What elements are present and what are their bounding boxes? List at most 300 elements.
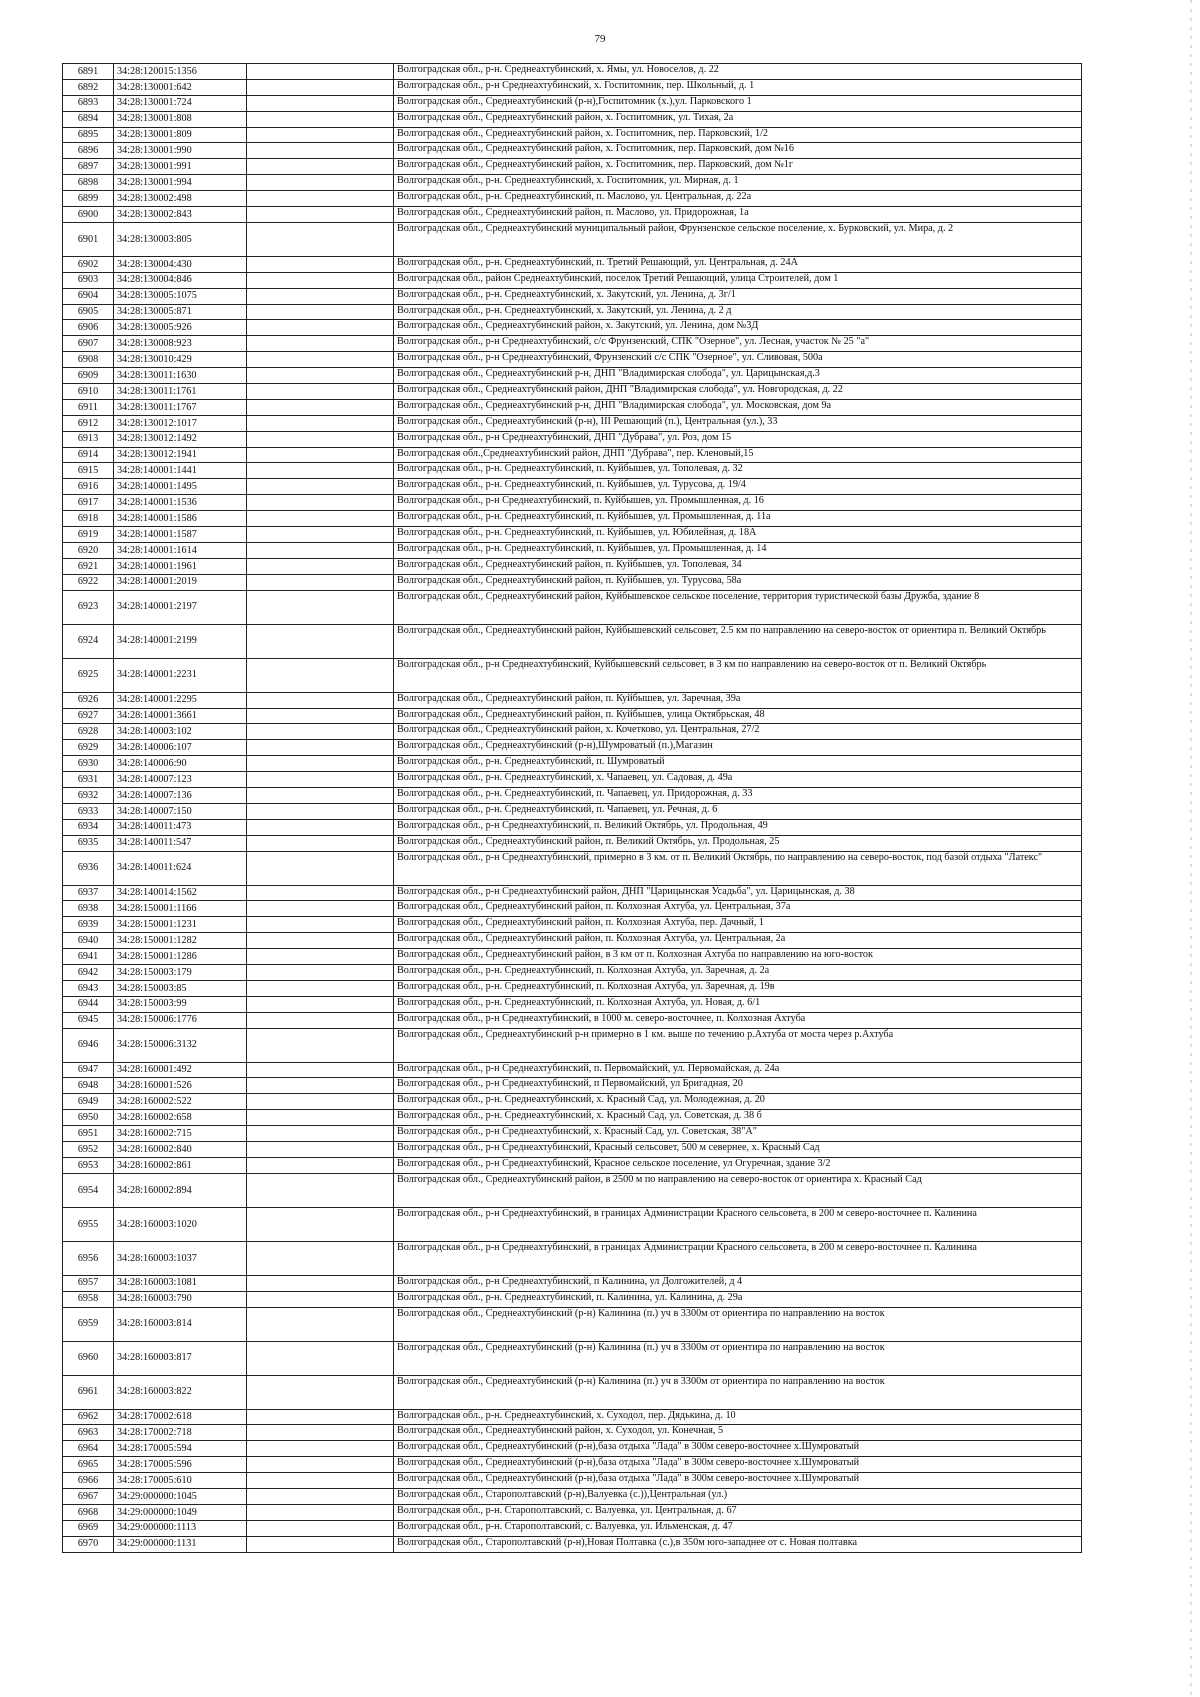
cadastral-number-cell: 34:28:140001:2019 [114, 574, 247, 590]
cadastral-number-cell: 34:28:160002:522 [114, 1094, 247, 1110]
table-row [63, 1012, 1082, 1028]
cadastral-number-cell: 34:28:160003:1081 [114, 1275, 247, 1291]
table-row [63, 590, 1082, 624]
table-row [63, 1173, 1082, 1207]
address-cell: Волгоградская обл., р-н Среднеахтубинский, Красный сельсовет, 500 м севернее, х. Красный Сад [394, 1141, 1082, 1157]
row-number-cell: 6920 [63, 542, 114, 558]
row-number-cell: 6959 [63, 1307, 114, 1341]
row-number-cell: 6915 [63, 463, 114, 479]
empty-cell [247, 590, 394, 624]
row-number-cell: 6921 [63, 558, 114, 574]
cadastral-number-cell: 34:28:130005:871 [114, 304, 247, 320]
row-number-cell: 6904 [63, 288, 114, 304]
empty-cell [247, 658, 394, 692]
cadastral-number-cell: 34:28:170005:596 [114, 1457, 247, 1473]
row-number-cell: 6956 [63, 1241, 114, 1275]
address-cell: Волгоградская обл., р-н. Среднеахтубинский, п. Колхозная Ахтуба, ул. Заречная, д. 19в [394, 980, 1082, 996]
empty-cell [247, 542, 394, 558]
address-cell: Волгоградская обл., р-н. Среднеахтубинский, п. Шумроватый [394, 756, 1082, 772]
cadastral-number-cell: 34:28:130012:1017 [114, 415, 247, 431]
empty-cell [247, 64, 394, 80]
cadastral-number-cell: 34:28:160003:817 [114, 1341, 247, 1375]
cadastral-number-cell: 34:28:130001:724 [114, 95, 247, 111]
row-number-cell: 6932 [63, 787, 114, 803]
table-row [63, 885, 1082, 901]
table-row [63, 127, 1082, 143]
row-number-cell: 6953 [63, 1157, 114, 1173]
table-row [63, 724, 1082, 740]
empty-cell [247, 1341, 394, 1375]
row-number-cell: 6914 [63, 447, 114, 463]
address-cell: Волгоградская обл., Среднеахтубинский район, х. Госпитомник, пер. Парковский, 1/2 [394, 127, 1082, 143]
empty-cell [247, 1062, 394, 1078]
row-number-cell: 6957 [63, 1275, 114, 1291]
address-cell: Волгоградская обл., Среднеахтубинский муниципальный район, Фрунзенское сельское поселение, х. Бурковский, ул. Мира, д. 2 [394, 222, 1082, 256]
cadastral-number-cell: 34:28:140007:136 [114, 787, 247, 803]
row-number-cell: 6960 [63, 1341, 114, 1375]
cadastral-number-cell: 34:28:160003:814 [114, 1307, 247, 1341]
address-cell: Волгоградская обл., р-н. Среднеахтубинский, х. Закутский, ул. Ленина, д. 2 д [394, 304, 1082, 320]
table-row [63, 463, 1082, 479]
row-number-cell: 6938 [63, 901, 114, 917]
row-number-cell: 6927 [63, 708, 114, 724]
table-row [63, 222, 1082, 256]
empty-cell [247, 708, 394, 724]
address-cell: Волгоградская обл., р-н Среднеахтубинский, ДНП "Дубрава", ул. Роз, дом 15 [394, 431, 1082, 447]
cadastral-number-cell: 34:28:170002:718 [114, 1425, 247, 1441]
cadastral-number-cell: 34:28:160002:658 [114, 1110, 247, 1126]
table-row [63, 1241, 1082, 1275]
table-row [63, 352, 1082, 368]
address-cell: Волгоградская обл., р-н. Среднеахтубинский, п. Колхозная Ахтуба, ул. Заречная, д. 2а [394, 964, 1082, 980]
empty-cell [247, 336, 394, 352]
table-row [63, 819, 1082, 835]
address-cell: Волгоградская обл., Среднеахтубинский район, х. Суходол, ул. Конечная, 5 [394, 1425, 1082, 1441]
cadastral-number-cell: 34:28:150003:85 [114, 980, 247, 996]
empty-cell [247, 1375, 394, 1409]
row-number-cell: 6926 [63, 692, 114, 708]
cadastral-number-cell: 34:28:150003:99 [114, 996, 247, 1012]
row-number-cell: 6897 [63, 159, 114, 175]
row-number-cell: 6950 [63, 1110, 114, 1126]
address-cell: Волгоградская обл., Старополтавский (р-н),Валуевка (с.)),Центральная (ул.) [394, 1489, 1082, 1505]
cadastral-number-cell: 34:28:130004:430 [114, 256, 247, 272]
empty-cell [247, 964, 394, 980]
row-number-cell: 6922 [63, 574, 114, 590]
address-cell: Волгоградская обл., Среднеахтубинский район, х. Госпитомник, пер. Парковский, дом №16 [394, 143, 1082, 159]
address-cell: Волгоградская обл., р-н Среднеахтубинский район, ДНП "Царицынская Усадьба", ул. Царицынская, д. 38 [394, 885, 1082, 901]
cadastral-number-cell: 34:28:170005:594 [114, 1441, 247, 1457]
table-row [63, 901, 1082, 917]
row-number-cell: 6955 [63, 1207, 114, 1241]
empty-cell [247, 495, 394, 511]
table-row [63, 949, 1082, 965]
row-number-cell: 6966 [63, 1473, 114, 1489]
empty-cell [247, 1141, 394, 1157]
address-cell: Волгоградская обл., р-н. Среднеахтубинский, п. Чапаевец, ул. Придорожная, д. 33 [394, 787, 1082, 803]
page-number: 79 [594, 33, 606, 45]
table-row [63, 1110, 1082, 1126]
address-cell: Волгоградская обл., Среднеахтубинский (р-н) Калинина (п.) уч в 3300м от ориентира по направлению на восток [394, 1341, 1082, 1375]
address-cell: Волгоградская обл., р-н. Среднеахтубинский, п. Куйбышев, ул. Промышленная, д. 14 [394, 542, 1082, 558]
empty-cell [247, 207, 394, 223]
table-row [63, 1457, 1082, 1473]
cadastral-number-cell: 34:28:140001:1587 [114, 527, 247, 543]
cadastral-number-cell: 34:28:140001:2199 [114, 624, 247, 658]
empty-cell [247, 127, 394, 143]
table-row [63, 1078, 1082, 1094]
table-row [63, 980, 1082, 996]
address-cell: Волгоградская обл., Среднеахтубинский р-н примерно в 1 км. выше по течению р.Ахтуба от моста через р.Ахтуба [394, 1028, 1082, 1062]
cadastral-number-cell: 34:28:140001:1536 [114, 495, 247, 511]
scan-edge-marks [1190, 0, 1192, 1697]
cadastral-number-cell: 34:28:140011:473 [114, 819, 247, 835]
address-cell: Волгоградская обл., р-н Среднеахтубинский, в границах Администрации Красного сельсовета, в 200 м северо-восточнее п. Калинина [394, 1241, 1082, 1275]
row-number-cell: 6940 [63, 933, 114, 949]
table-row [63, 1473, 1082, 1489]
row-number-cell: 6954 [63, 1173, 114, 1207]
address-cell: Волгоградская обл., Среднеахтубинский район, п. Куйбышев, ул. Турусова, 58а [394, 574, 1082, 590]
empty-cell [247, 399, 394, 415]
table-row [63, 1536, 1082, 1552]
table-row [63, 320, 1082, 336]
cadastral-number-cell: 34:28:160001:526 [114, 1078, 247, 1094]
empty-cell [247, 1078, 394, 1094]
empty-cell [247, 1028, 394, 1062]
address-cell: Волгоградская обл., Среднеахтубинский район, п. Колхозная Ахтуба, пер. Дачный, 1 [394, 917, 1082, 933]
cadastral-number-cell: 34:28:130001:642 [114, 79, 247, 95]
cadastral-number-cell: 34:28:140001:3661 [114, 708, 247, 724]
empty-cell [247, 447, 394, 463]
table-row [63, 1157, 1082, 1173]
cadastral-number-cell: 34:28:140003:102 [114, 724, 247, 740]
cadastral-number-cell: 34:29:000000:1113 [114, 1520, 247, 1536]
cadastral-number-cell: 34:29:000000:1049 [114, 1504, 247, 1520]
empty-cell [247, 1489, 394, 1505]
address-cell: Волгоградская обл., Среднеахтубинский район, х. Кочетково, ул. Центральная, 27/2 [394, 724, 1082, 740]
table-row [63, 207, 1082, 223]
cadastral-number-cell: 34:28:140001:1586 [114, 511, 247, 527]
table-row [63, 574, 1082, 590]
table-row [63, 740, 1082, 756]
address-cell: Волгоградская обл., р-н. Среднеахтубинский, х. Суходол, пер. Дядькина, д. 10 [394, 1409, 1082, 1425]
row-number-cell: 6930 [63, 756, 114, 772]
address-cell: Волгоградская обл., р-н Среднеахтубинский, п. Первомайский, ул. Первомайская, д. 24а [394, 1062, 1082, 1078]
address-cell: Волгоградская обл., р-н. Среднеахтубинский, х. Закутский, ул. Ленина, д. 3г/1 [394, 288, 1082, 304]
row-number-cell: 6909 [63, 368, 114, 384]
table-row [63, 431, 1082, 447]
cadastral-number-cell: 34:28:130002:843 [114, 207, 247, 223]
address-cell: Волгоградская обл., Среднеахтубинский район, ДНП "Владимирская слобода", ул. Новгородская, д. 22 [394, 384, 1082, 400]
row-number-cell: 6906 [63, 320, 114, 336]
empty-cell [247, 1012, 394, 1028]
empty-cell [247, 320, 394, 336]
row-number-cell: 6905 [63, 304, 114, 320]
empty-cell [247, 787, 394, 803]
cadastral-number-cell: 34:29:000000:1045 [114, 1489, 247, 1505]
table-row [63, 256, 1082, 272]
cadastral-number-cell: 34:28:140011:547 [114, 835, 247, 851]
address-cell: Волгоградская обл., Среднеахтубинский район, х. Госпитомник, пер. Парковский, дом №1г [394, 159, 1082, 175]
empty-cell [247, 511, 394, 527]
empty-cell [247, 1173, 394, 1207]
row-number-cell: 6936 [63, 851, 114, 885]
empty-cell [247, 175, 394, 191]
row-number-cell: 6941 [63, 949, 114, 965]
table-row [63, 79, 1082, 95]
row-number-cell: 6910 [63, 384, 114, 400]
address-cell: Волгоградская обл., р-н Среднеахтубинский, п. Куйбышев, ул. Промышленная, д. 16 [394, 495, 1082, 511]
table-row [63, 384, 1082, 400]
cadastral-number-cell: 34:28:140011:624 [114, 851, 247, 885]
row-number-cell: 6916 [63, 479, 114, 495]
row-number-cell: 6902 [63, 256, 114, 272]
empty-cell [247, 1457, 394, 1473]
row-number-cell: 6945 [63, 1012, 114, 1028]
table-row [63, 495, 1082, 511]
row-number-cell: 6907 [63, 336, 114, 352]
cadastral-number-cell: 34:28:150003:179 [114, 964, 247, 980]
cadastral-number-cell: 34:28:140001:2197 [114, 590, 247, 624]
cadastral-number-cell: 34:28:160003:1020 [114, 1207, 247, 1241]
row-number-cell: 6911 [63, 399, 114, 415]
row-number-cell: 6963 [63, 1425, 114, 1441]
empty-cell [247, 692, 394, 708]
row-number-cell: 6962 [63, 1409, 114, 1425]
cadastral-number-cell: 34:28:140001:2231 [114, 658, 247, 692]
table-row [63, 658, 1082, 692]
row-number-cell: 6896 [63, 143, 114, 159]
cadastral-number-cell: 34:28:140001:1441 [114, 463, 247, 479]
table-row [63, 624, 1082, 658]
address-cell: Волгоградская обл., Среднеахтубинский район, в 3 км от п. Колхозная Ахтуба по направлению на юго-восток [394, 949, 1082, 965]
cadastral-number-cell: 34:28:140001:2295 [114, 692, 247, 708]
table-row [63, 803, 1082, 819]
row-number-cell: 6899 [63, 191, 114, 207]
address-cell: Волгоградская обл., р-н. Среднеахтубинский, х. Красный Сад, ул. Молодежная, д. 20 [394, 1094, 1082, 1110]
table-row [63, 288, 1082, 304]
address-cell: Волгоградская обл., Среднеахтубинский район, Куйбышевское сельское поселение, территория туристической базы Дружба, здание 8 [394, 590, 1082, 624]
cadastral-number-cell: 34:28:150001:1282 [114, 933, 247, 949]
empty-cell [247, 1275, 394, 1291]
table-row [63, 1028, 1082, 1062]
address-cell: Волгоградская обл., р-н. Среднеахтубинский, х. Госпитомник, ул. Мирная, д. 1 [394, 175, 1082, 191]
address-cell: Волгоградская обл., р-н Среднеахтубинский, п. Великий Октябрь, ул. Продольная, 49 [394, 819, 1082, 835]
table-row [63, 175, 1082, 191]
row-number-cell: 6948 [63, 1078, 114, 1094]
address-cell: Волгоградская обл., Среднеахтубинский (р-н) Калинина (п.) уч в 3300м от ориентира по направлению на восток [394, 1375, 1082, 1409]
empty-cell [247, 1473, 394, 1489]
address-cell: Волгоградская обл., Старополтавский (р-н),Новая Полтавка (с.),в 350м юго-западнее от с. Новая полтавка [394, 1536, 1082, 1552]
cadastral-number-cell: 34:28:120015:1356 [114, 64, 247, 80]
address-cell: Волгоградская обл., Среднеахтубинский район, п. Маслово, ул. Придорожная, 1а [394, 207, 1082, 223]
table-row [63, 95, 1082, 111]
empty-cell [247, 1126, 394, 1142]
table-row [63, 558, 1082, 574]
row-number-cell: 6939 [63, 917, 114, 933]
table-row [63, 851, 1082, 885]
row-number-cell: 6952 [63, 1141, 114, 1157]
empty-cell [247, 624, 394, 658]
empty-cell [247, 901, 394, 917]
cadastral-number-cell: 34:28:140001:1495 [114, 479, 247, 495]
address-cell: Волгоградская обл., Среднеахтубинский (р-н) Калинина (п.) уч в 3300м от ориентира по направлению на восток [394, 1307, 1082, 1341]
row-number-cell: 6925 [63, 658, 114, 692]
table-row [63, 996, 1082, 1012]
address-cell: Волгоградская обл., р-н Среднеахтубинский, Куйбышевский сельсовет, в 3 км по направлению на северо-восток от п. Великий Октябрь [394, 658, 1082, 692]
table-row [63, 1409, 1082, 1425]
table-row [63, 479, 1082, 495]
cadastral-number-cell: 34:28:170005:610 [114, 1473, 247, 1489]
row-number-cell: 6946 [63, 1028, 114, 1062]
empty-cell [247, 111, 394, 127]
address-cell: Волгоградская обл., Среднеахтубинский район, х. Закутский, ул. Ленина, дом №3Д [394, 320, 1082, 336]
cadastral-number-cell: 34:28:150001:1286 [114, 949, 247, 965]
empty-cell [247, 431, 394, 447]
table-row [63, 772, 1082, 788]
address-cell: Волгоградская обл., р-н Среднеахтубинский, примерно в 3 км. от п. Великий Октябрь, по направлению на северо-восток, под базой отдыха "Латекс" [394, 851, 1082, 885]
table-row [63, 1126, 1082, 1142]
address-cell: Волгоградская обл., р-н Среднеахтубинский, в 1000 м. северо-восточнее, п. Колхозная Ахтуба [394, 1012, 1082, 1028]
empty-cell [247, 79, 394, 95]
table-row [63, 1489, 1082, 1505]
address-cell: Волгоградская обл., Среднеахтубинский (р-н), III Решающий (п.), Центральная (ул.), 33 [394, 415, 1082, 431]
cadastral-number-cell: 34:28:150001:1166 [114, 901, 247, 917]
table-row [63, 708, 1082, 724]
cadastral-number-cell: 34:28:130001:994 [114, 175, 247, 191]
address-cell: Волгоградская обл., р-н. Среднеахтубинский, п. Куйбышев, ул. Тополевая, д. 32 [394, 463, 1082, 479]
table-row [63, 692, 1082, 708]
address-cell: Волгоградская обл., р-н. Среднеахтубинский, х. Ямы, ул. Новоселов, д. 22 [394, 64, 1082, 80]
registry-table-body [63, 64, 1082, 1553]
empty-cell [247, 1157, 394, 1173]
empty-cell [247, 1520, 394, 1536]
address-cell: Волгоградская обл., Среднеахтубинский район, в 2500 м по направлению на северо-восток от ориентира х. Красный Сад [394, 1173, 1082, 1207]
empty-cell [247, 1110, 394, 1126]
cadastral-number-cell: 34:29:000000:1131 [114, 1536, 247, 1552]
cadastral-number-cell: 34:28:140007:123 [114, 772, 247, 788]
row-number-cell: 6923 [63, 590, 114, 624]
cadastral-number-cell: 34:28:160002:715 [114, 1126, 247, 1142]
cadastral-number-cell: 34:28:140006:107 [114, 740, 247, 756]
row-number-cell: 6928 [63, 724, 114, 740]
empty-cell [247, 819, 394, 835]
row-number-cell: 6937 [63, 885, 114, 901]
empty-cell [247, 996, 394, 1012]
row-number-cell: 6893 [63, 95, 114, 111]
empty-cell [247, 415, 394, 431]
table-row [63, 1307, 1082, 1341]
empty-cell [247, 1536, 394, 1552]
row-number-cell: 6933 [63, 803, 114, 819]
table-row [63, 415, 1082, 431]
address-cell: Волгоградская обл., р-н. Старополтавский, с. Валуевка, ул. Ильменская, д. 47 [394, 1520, 1082, 1536]
empty-cell [247, 1307, 394, 1341]
row-number-cell: 6931 [63, 772, 114, 788]
row-number-cell: 6949 [63, 1094, 114, 1110]
row-number-cell: 6908 [63, 352, 114, 368]
address-cell: Волгоградская обл., Среднеахтубинский район, п. Колхозная Ахтуба, ул. Центральная, 37а [394, 901, 1082, 917]
address-cell: Волгоградская обл., р-н. Старополтавский, с. Валуевка, ул. Центральная, д. 67 [394, 1504, 1082, 1520]
cadastral-number-cell: 34:28:160003:1037 [114, 1241, 247, 1275]
empty-cell [247, 933, 394, 949]
table-row [63, 527, 1082, 543]
cadastral-number-cell: 34:28:140001:1614 [114, 542, 247, 558]
cadastral-number-cell: 34:28:130002:498 [114, 191, 247, 207]
cadastral-number-cell: 34:28:130012:1941 [114, 447, 247, 463]
cadastral-number-cell: 34:28:160003:790 [114, 1291, 247, 1307]
address-cell: Волгоградская обл., Среднеахтубинский р-н, ДНП "Владимирская слобода", ул. Московская, дом 9а [394, 399, 1082, 415]
empty-cell [247, 1241, 394, 1275]
address-cell: Волгоградская обл., р-н. Среднеахтубинский, х. Чапаевец, ул. Садовая, д. 49а [394, 772, 1082, 788]
cadastral-number-cell: 34:28:130001:991 [114, 159, 247, 175]
empty-cell [247, 772, 394, 788]
address-cell: Волгоградская обл., р-н Среднеахтубинский, п Калинина, ул Долгожителей, д 4 [394, 1275, 1082, 1291]
empty-cell [247, 352, 394, 368]
table-row [63, 447, 1082, 463]
empty-cell [247, 724, 394, 740]
address-cell: Волгоградская обл., р-н Среднеахтубинский, в границах Администрации Красного сельсовета, в 200 м северо-восточнее п. Калинина [394, 1207, 1082, 1241]
cadastral-number-cell: 34:28:130011:1767 [114, 399, 247, 415]
address-cell: Волгоградская обл., Среднеахтубинский район, п. Великий Октябрь, ул. Продольная, 25 [394, 835, 1082, 851]
empty-cell [247, 479, 394, 495]
address-cell: Волгоградская обл., р-н. Среднеахтубинский, п. Чапаевец, ул. Речная, д. 6 [394, 803, 1082, 819]
table-row [63, 1062, 1082, 1078]
cadastral-number-cell: 34:28:130001:808 [114, 111, 247, 127]
address-cell: Волгоградская обл., р-н Среднеахтубинский, п Первомайский, ул Бригадная, 20 [394, 1078, 1082, 1094]
address-cell: Волгоградская обл., Среднеахтубинский (р-н),база отдыха "Лада" в 300м северо-восточнее х.Шумроватый [394, 1457, 1082, 1473]
empty-cell [247, 851, 394, 885]
empty-cell [247, 574, 394, 590]
row-number-cell: 6913 [63, 431, 114, 447]
address-cell: Волгоградская обл., р-н Среднеахтубинский, х. Госпитомник, пер. Школьный, д. 1 [394, 79, 1082, 95]
table-row [63, 511, 1082, 527]
row-number-cell: 6892 [63, 79, 114, 95]
address-cell: Волгоградская обл., р-н Среднеахтубинский, с/с Фрунзенский, СПК "Озерное", ул. Лесная, участок № 25 "а" [394, 336, 1082, 352]
table-row [63, 1375, 1082, 1409]
address-cell: Волгоградская обл., р-н. Среднеахтубинский, п. Куйбышев, ул. Турусова, д. 19/4 [394, 479, 1082, 495]
address-cell: Волгоградская обл., Среднеахтубинский район, п. Куйбышев, ул. Заречная, 39а [394, 692, 1082, 708]
address-cell: Волгоградская обл., Среднеахтубинский (р-н),Шумроватый (п.),Магазин [394, 740, 1082, 756]
row-number-cell: 6965 [63, 1457, 114, 1473]
address-cell: Волгоградская обл., Среднеахтубинский р-н, ДНП "Владимирская слобода", ул. Царицынская,д.3 [394, 368, 1082, 384]
empty-cell [247, 949, 394, 965]
row-number-cell: 6924 [63, 624, 114, 658]
table-row [63, 1094, 1082, 1110]
cadastral-number-cell: 34:28:130003:805 [114, 222, 247, 256]
empty-cell [247, 885, 394, 901]
table-row [63, 336, 1082, 352]
empty-cell [247, 304, 394, 320]
row-number-cell: 6894 [63, 111, 114, 127]
row-number-cell: 6901 [63, 222, 114, 256]
row-number-cell: 6895 [63, 127, 114, 143]
empty-cell [247, 803, 394, 819]
address-cell: Волгоградская обл., Среднеахтубинский район, п. Куйбышев, ул. Тополевая, 34 [394, 558, 1082, 574]
row-number-cell: 6919 [63, 527, 114, 543]
table-row [63, 933, 1082, 949]
empty-cell [247, 980, 394, 996]
address-cell: Волгоградская обл., Среднеахтубинский район, х. Госпитомник, ул. Тихая, 2а [394, 111, 1082, 127]
empty-cell [247, 1441, 394, 1457]
cadastral-number-cell: 34:28:130010:429 [114, 352, 247, 368]
row-number-cell: 6968 [63, 1504, 114, 1520]
table-row [63, 191, 1082, 207]
cadastral-number-cell: 34:28:150006:1776 [114, 1012, 247, 1028]
row-number-cell: 6951 [63, 1126, 114, 1142]
row-number-cell: 6934 [63, 819, 114, 835]
address-cell: Волгоградская обл., р-н. Среднеахтубинский, п. Куйбышев, ул. Юбилейная, д. 18А [394, 527, 1082, 543]
